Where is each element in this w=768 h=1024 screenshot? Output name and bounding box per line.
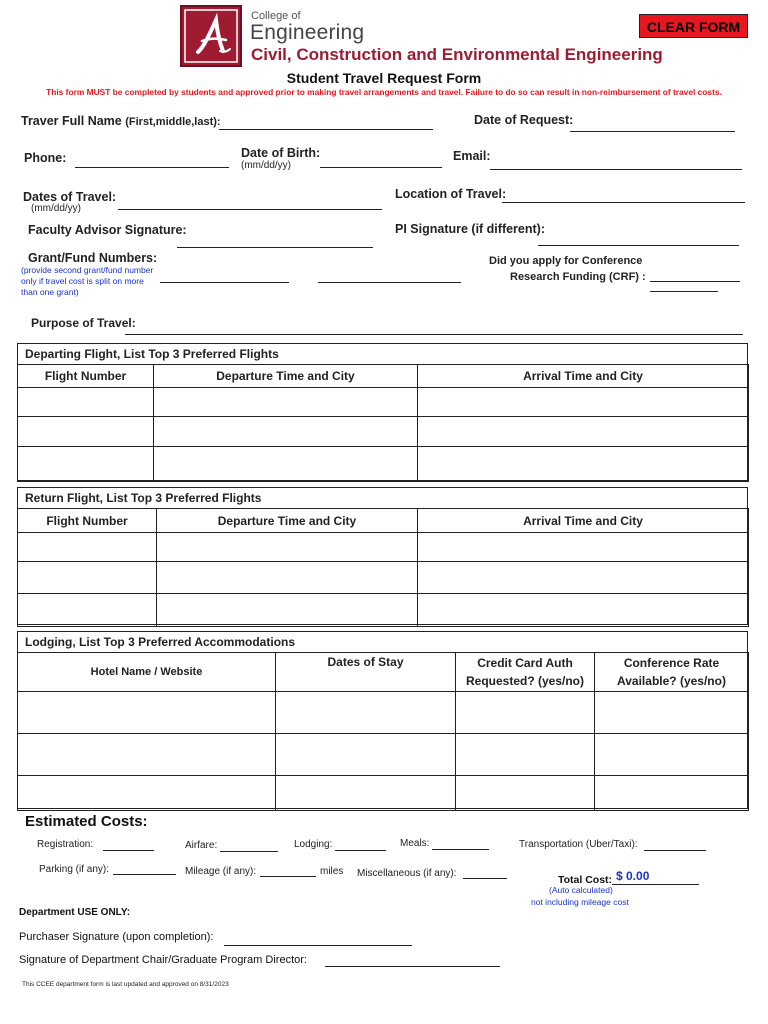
mileage-label: Mileage (if any): bbox=[185, 866, 257, 877]
col-dates-stay: Dates of Stay bbox=[276, 653, 456, 692]
total-cost-label: Total Cost: bbox=[558, 874, 613, 886]
departing-arrival-3[interactable] bbox=[418, 456, 748, 473]
warning-text: This form MUST be completed by students and approved prior to making travel arrangements and travel. Failure to do so can result in non-reimbursement of travel costs. bbox=[46, 87, 722, 97]
university-logo bbox=[180, 5, 242, 67]
return-arrival-3[interactable] bbox=[418, 602, 748, 619]
phone-field[interactable] bbox=[75, 153, 229, 168]
auto-calculated-note: (Auto calculated) bbox=[549, 885, 613, 895]
email-field[interactable] bbox=[490, 155, 742, 170]
footer-note: This CCEE department form is last updated and approved on 8/31/2023 bbox=[22, 981, 229, 988]
total-cost-line bbox=[612, 884, 699, 885]
col-credit-card: Credit Card Auth Requested? (yes/no) bbox=[456, 653, 595, 692]
location-label: Location of Travel: bbox=[395, 187, 507, 201]
lodging-cost-label: Lodging: bbox=[294, 839, 333, 850]
credit-card-1[interactable] bbox=[456, 704, 594, 721]
estimated-costs-heading: Estimated Costs: bbox=[25, 813, 148, 830]
registration-field[interactable] bbox=[103, 838, 154, 851]
conference-rate-2[interactable] bbox=[595, 746, 748, 763]
conference-rate-1[interactable] bbox=[595, 704, 748, 721]
return-arrival-2[interactable] bbox=[418, 569, 748, 586]
departing-departure-3[interactable] bbox=[154, 456, 417, 473]
col-arrival: Arrival Time and City bbox=[418, 509, 749, 533]
departing-flights-section bbox=[17, 343, 748, 481]
transportation-label: Transportation (Uber/Taxi): bbox=[519, 839, 638, 850]
departing-departure-1[interactable] bbox=[154, 394, 417, 411]
grant-number-2-field[interactable] bbox=[318, 268, 461, 283]
airfare-label: Airfare: bbox=[185, 840, 218, 851]
full-name-label: Traver Full Name (First,middle,last): bbox=[21, 114, 221, 128]
grant-number-1-field[interactable] bbox=[160, 268, 289, 283]
col-conference-rate: Conference Rate Available? (yes/no) bbox=[595, 653, 749, 692]
lodging-table bbox=[17, 652, 749, 811]
return-departure-2[interactable] bbox=[157, 569, 417, 586]
pi-signature-label: PI Signature (if different): bbox=[395, 222, 545, 236]
lodging-section-title: Lodging, List Top 3 Preferred Accommodations bbox=[25, 635, 296, 649]
mileage-field[interactable] bbox=[260, 864, 316, 877]
transportation-field[interactable] bbox=[644, 838, 706, 851]
clear-form-button[interactable]: CLEAR FORM bbox=[639, 14, 748, 38]
crf-answer-field[interactable] bbox=[650, 267, 740, 282]
table-row bbox=[18, 594, 749, 627]
advisor-signature-label: Faculty Advisor Signature: bbox=[28, 223, 187, 237]
lodging-section bbox=[17, 631, 748, 809]
date-request-field[interactable] bbox=[570, 117, 735, 132]
return-flight-2[interactable] bbox=[18, 569, 156, 586]
parking-field[interactable] bbox=[113, 862, 176, 875]
pi-signature-field[interactable] bbox=[538, 231, 739, 246]
table-row bbox=[18, 388, 749, 417]
return-departure-3[interactable] bbox=[157, 602, 417, 619]
purpose-label: Purpose of Travel: bbox=[31, 316, 136, 330]
crf-label-line2: Research Funding (CRF) : bbox=[510, 271, 646, 283]
return-arrival-1[interactable] bbox=[418, 539, 748, 556]
return-departure-1[interactable] bbox=[157, 539, 417, 556]
grant-label: Grant/Fund Numbers: bbox=[28, 251, 158, 265]
table-row bbox=[18, 447, 749, 482]
misc-field[interactable] bbox=[463, 866, 507, 879]
lodging-cost-field[interactable] bbox=[335, 838, 386, 851]
chair-signature-label: Signature of Department Chair/Graduate Program Director: bbox=[19, 954, 307, 966]
departing-departure-2[interactable] bbox=[154, 423, 417, 440]
engineering-label: Engineering bbox=[250, 21, 365, 44]
table-row bbox=[18, 734, 749, 776]
departing-flights-table bbox=[17, 364, 749, 482]
meals-field[interactable] bbox=[432, 837, 489, 850]
return-flights-table bbox=[17, 508, 749, 627]
col-departure: Departure Time and City bbox=[154, 365, 418, 388]
meals-label: Meals: bbox=[400, 838, 430, 849]
table-row bbox=[18, 562, 749, 594]
crf-extra-line bbox=[650, 291, 718, 292]
table-row bbox=[18, 776, 749, 811]
advisor-signature-field[interactable] bbox=[177, 233, 373, 248]
departing-arrival-1[interactable] bbox=[418, 394, 748, 411]
airfare-field[interactable] bbox=[220, 839, 278, 852]
col-departure: Departure Time and City bbox=[157, 509, 418, 533]
col-arrival: Arrival Time and City bbox=[418, 365, 749, 388]
dob-field[interactable] bbox=[320, 153, 442, 168]
hotel-3[interactable] bbox=[18, 785, 275, 802]
full-name-field[interactable] bbox=[219, 115, 433, 130]
credit-card-3[interactable] bbox=[456, 785, 594, 802]
dates-stay-1[interactable] bbox=[276, 704, 455, 721]
col-hotel: Hotel Name / Website bbox=[18, 653, 276, 692]
dates-stay-3[interactable] bbox=[276, 785, 455, 802]
purchaser-signature-label: Purchaser Signature (upon completion): bbox=[19, 931, 214, 943]
departing-arrival-2[interactable] bbox=[418, 423, 748, 440]
parking-label: Parking (if any): bbox=[39, 864, 110, 875]
dates-stay-2[interactable] bbox=[276, 746, 455, 763]
purchaser-signature-field[interactable] bbox=[224, 931, 412, 946]
table-row bbox=[18, 692, 749, 734]
mileage-exclusion-note: not including mileage cost bbox=[531, 897, 629, 907]
col-flight-number: Flight Number bbox=[18, 365, 154, 388]
purpose-field[interactable] bbox=[125, 320, 743, 335]
credit-card-2[interactable] bbox=[456, 746, 594, 763]
miles-label: miles bbox=[320, 866, 344, 877]
hotel-2[interactable] bbox=[18, 746, 275, 763]
return-section-title: Return Flight, List Top 3 Preferred Flights bbox=[25, 491, 262, 505]
grant-note: (provide second grant/fund number only if travel cost is split on more than one grant) bbox=[21, 265, 154, 297]
location-field[interactable] bbox=[502, 188, 745, 203]
script-a-icon bbox=[182, 7, 240, 65]
departing-flight-3[interactable] bbox=[18, 456, 153, 473]
dates-travel-hint: (mm/dd/yy) bbox=[31, 203, 81, 214]
department-name: Civil, Construction and Environmental Engineering bbox=[251, 45, 663, 64]
table-row bbox=[18, 417, 749, 447]
dates-travel-field[interactable] bbox=[118, 195, 382, 210]
email-label: Email: bbox=[453, 149, 491, 163]
conference-rate-3[interactable] bbox=[595, 785, 748, 802]
col-flight-number: Flight Number bbox=[18, 509, 157, 533]
date-request-label: Date of Request: bbox=[474, 113, 574, 127]
department-use-heading: Department USE ONLY: bbox=[19, 907, 131, 918]
form-title: Student Travel Request Form bbox=[286, 70, 482, 86]
chair-signature-field[interactable] bbox=[325, 952, 500, 967]
departing-section-title: Departing Flight, List Top 3 Preferred Flights bbox=[25, 347, 279, 361]
dob-hint: (mm/dd/yy) bbox=[241, 160, 291, 171]
departing-flight-1[interactable] bbox=[18, 394, 153, 411]
hotel-1[interactable] bbox=[18, 704, 275, 721]
crf-label-line1: Did you apply for Conference bbox=[489, 255, 643, 267]
dob-label: Date of Birth: bbox=[241, 146, 321, 160]
total-cost-value: $ 0.00 bbox=[616, 869, 650, 883]
college-of-label: College of bbox=[251, 10, 301, 22]
departing-flight-2[interactable] bbox=[18, 423, 153, 440]
dates-travel-label: Dates of Travel: bbox=[23, 190, 117, 204]
return-flight-3[interactable] bbox=[18, 602, 156, 619]
return-flights-section bbox=[17, 487, 748, 625]
phone-label: Phone: bbox=[24, 151, 67, 165]
return-flight-1[interactable] bbox=[18, 539, 156, 556]
table-row bbox=[18, 533, 749, 562]
registration-label: Registration: bbox=[37, 839, 94, 850]
misc-label: Miscellaneous (if any): bbox=[357, 868, 457, 879]
